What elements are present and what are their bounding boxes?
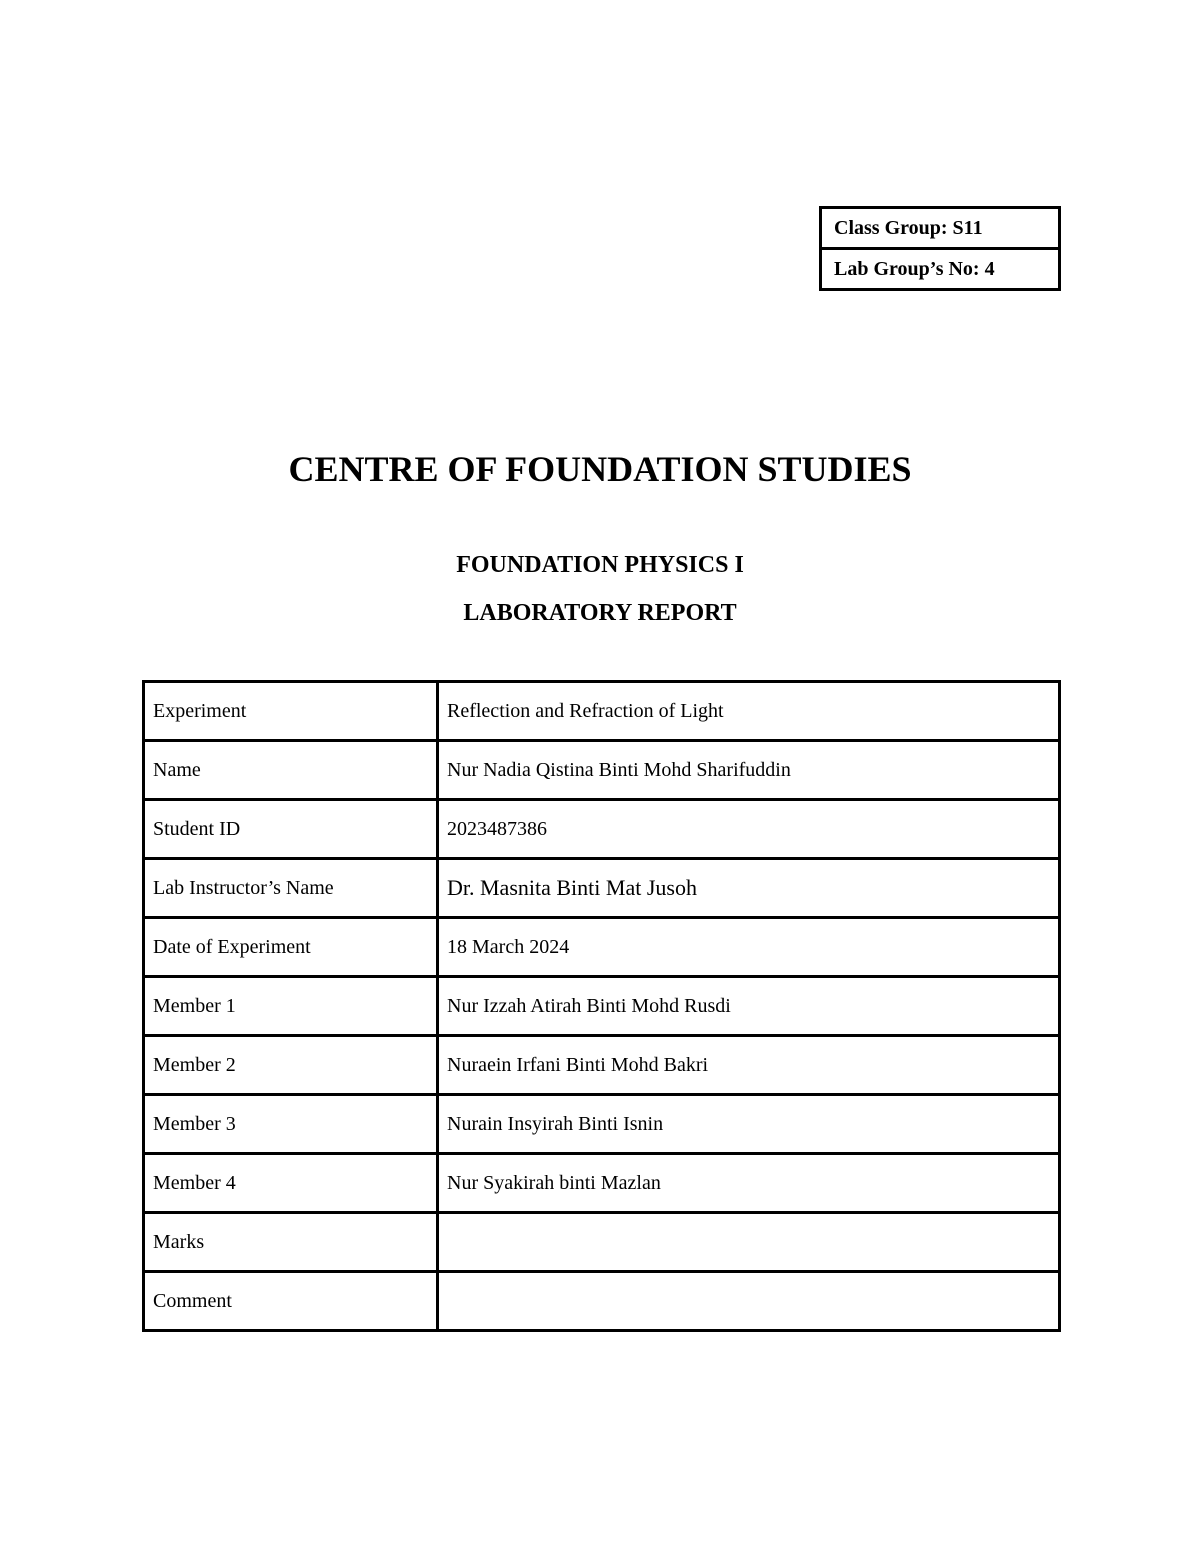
- row-value: Dr. Masnita Binti Mat Jusoh: [438, 859, 1060, 918]
- table-row-member-2: [144, 1036, 1060, 1095]
- table-row-instructor: [144, 859, 1060, 918]
- row-value: 18 March 2024: [438, 918, 1060, 977]
- row-label: Name: [144, 741, 438, 800]
- report-info-table: [142, 680, 1061, 1332]
- course-title: FOUNDATION PHYSICS I: [456, 552, 744, 578]
- class-group-label: Class Group: S11: [821, 208, 1060, 249]
- row-label: Experiment: [144, 682, 438, 741]
- group-info-box: [819, 206, 1061, 291]
- table-row-member-3: [144, 1095, 1060, 1154]
- row-value: Reflection and Refraction of Light: [438, 682, 1060, 741]
- row-label: Member 2: [144, 1036, 438, 1095]
- row-value: Nur Nadia Qistina Binti Mohd Sharifuddin: [438, 741, 1060, 800]
- row-label: Marks: [144, 1213, 438, 1272]
- lab-group-label: Lab Group’s No: 4: [821, 249, 1060, 290]
- row-label: Date of Experiment: [144, 918, 438, 977]
- row-label: Member 3: [144, 1095, 438, 1154]
- report-type-title: LABORATORY REPORT: [463, 600, 737, 626]
- row-value: Nurain Insyirah Binti Isnin: [438, 1095, 1060, 1154]
- row-value: Nur Syakirah binti Mazlan: [438, 1154, 1060, 1213]
- table-row-date: [144, 918, 1060, 977]
- row-value: Nur Izzah Atirah Binti Mohd Rusdi: [438, 977, 1060, 1036]
- table-row-member-1: [144, 977, 1060, 1036]
- table-row-experiment: [144, 682, 1060, 741]
- table-row-student-id: [144, 800, 1060, 859]
- row-value: Nuraein Irfani Binti Mohd Bakri: [438, 1036, 1060, 1095]
- row-label: Lab Instructor’s Name: [144, 859, 438, 918]
- institution-title: CENTRE OF FOUNDATION STUDIES: [288, 449, 912, 489]
- table-row-name: [144, 741, 1060, 800]
- row-value: 2023487386: [438, 800, 1060, 859]
- row-label: Student ID: [144, 800, 438, 859]
- marks-field[interactable]: [438, 1213, 1060, 1272]
- lab-group-row: [821, 249, 1060, 290]
- row-label: Comment: [144, 1272, 438, 1331]
- class-group-row: [821, 208, 1060, 249]
- table-row-marks: [144, 1213, 1060, 1272]
- table-row-member-4: [144, 1154, 1060, 1213]
- comment-field[interactable]: [438, 1272, 1060, 1331]
- row-label: Member 4: [144, 1154, 438, 1213]
- table-row-comment: [144, 1272, 1060, 1331]
- row-label: Member 1: [144, 977, 438, 1036]
